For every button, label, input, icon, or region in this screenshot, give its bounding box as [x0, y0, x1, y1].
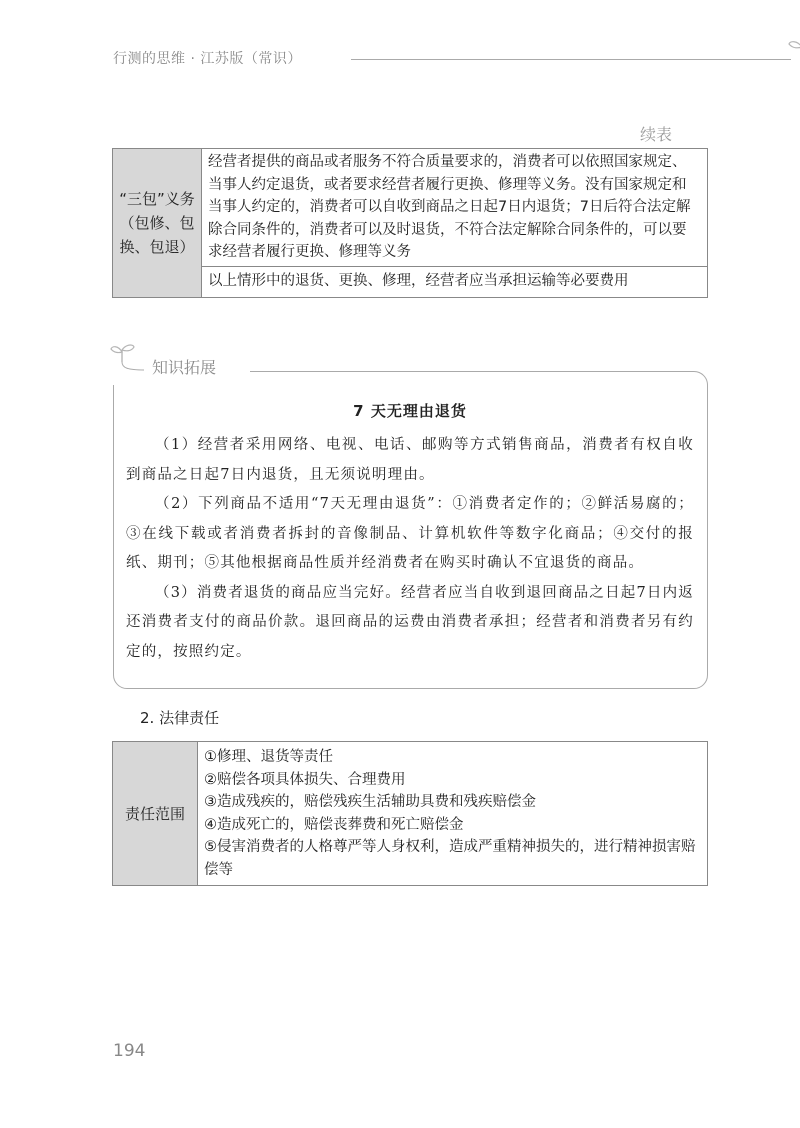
extension-paragraph-3: （3）消费者退货的商品应当完好。经营者应当自收到退回商品之日起7日内返还消费者支付的商品价款。退回商品的运费由消费者承担；经营者和消费者另有约定的，按照约定。 — [126, 584, 694, 660]
extension-paragraph-2: （2）下列商品不适用“7天无理由退货”：①消费者定作的；②鲜活易腐的；③在线下载或者消费者拆封的音像制品、计算机软件等数字化商品；④交付的报纸、期刊；⑤其他根据商品性质并经消费者在购买时确认不宜退货的商品。 — [126, 496, 694, 571]
responsibility-item: ①修理、退货等责任 — [204, 749, 333, 765]
sanbao-table — [112, 148, 708, 298]
responsibility-item: ②赔偿各项具体损失、合理费用 — [204, 771, 406, 788]
responsibility-item: ③造成残疾的，赔偿残疾生活辅助具费和残疾赔偿金 — [204, 794, 536, 810]
sanbao-row-2: 以上情形中的退货、更换、修理，经营者应当承担运输等必要费用 — [202, 266, 708, 297]
sanbao-row-1: 经营者提供的商品或者服务不符合质量要求的，消费者可以依照国家规定、当事人约定退货，或者要求经营者履行更换、修理等义务。没有国家规定和当事人约定的，消费者可以自收到商品之日起7日内退货；7日后符合法定解除合同条件的，消费者可以及时退货，不符合法定解除合同条件的，可以要求经营者履行更换、修理等义务 — [202, 149, 708, 267]
header-title: 行测的思维 · 江苏版（常识） — [113, 51, 302, 67]
responsibility-item: ④造成死亡的，赔偿丧葬费和死亡赔偿金 — [204, 816, 464, 833]
responsibility-table — [112, 741, 708, 886]
responsibility-item: ⑤侵害消费者的人格尊严等人身权利，造成严重精神损失的，进行精神损害赔偿等 — [204, 839, 696, 878]
running-header — [113, 48, 713, 72]
responsibility-label-cell: 责任范围 — [113, 742, 198, 886]
page-number: 194 — [113, 1041, 146, 1061]
extension-heading — [110, 342, 710, 377]
extension-heading-text: 知识拓展 — [152, 358, 217, 377]
continued-label: 续表 — [640, 125, 673, 144]
responsibility-items — [198, 742, 708, 886]
section-title: 2. 法律责任 — [140, 709, 220, 727]
header-rule — [351, 59, 791, 60]
extension-content — [126, 400, 694, 667]
extension-title: 7 天无理由退货 — [353, 402, 467, 420]
sprout-icon — [785, 36, 800, 62]
sanbao-label-cell: “三包”义务（包修、包换、包退） — [113, 149, 202, 298]
extension-paragraph-1: （1）经营者采用网络、电视、电话、邮购等方式销售商品，消费者有权自收到商品之日起7日内退货，且无须说明理由。 — [126, 437, 694, 483]
sprout-icon — [110, 342, 150, 372]
